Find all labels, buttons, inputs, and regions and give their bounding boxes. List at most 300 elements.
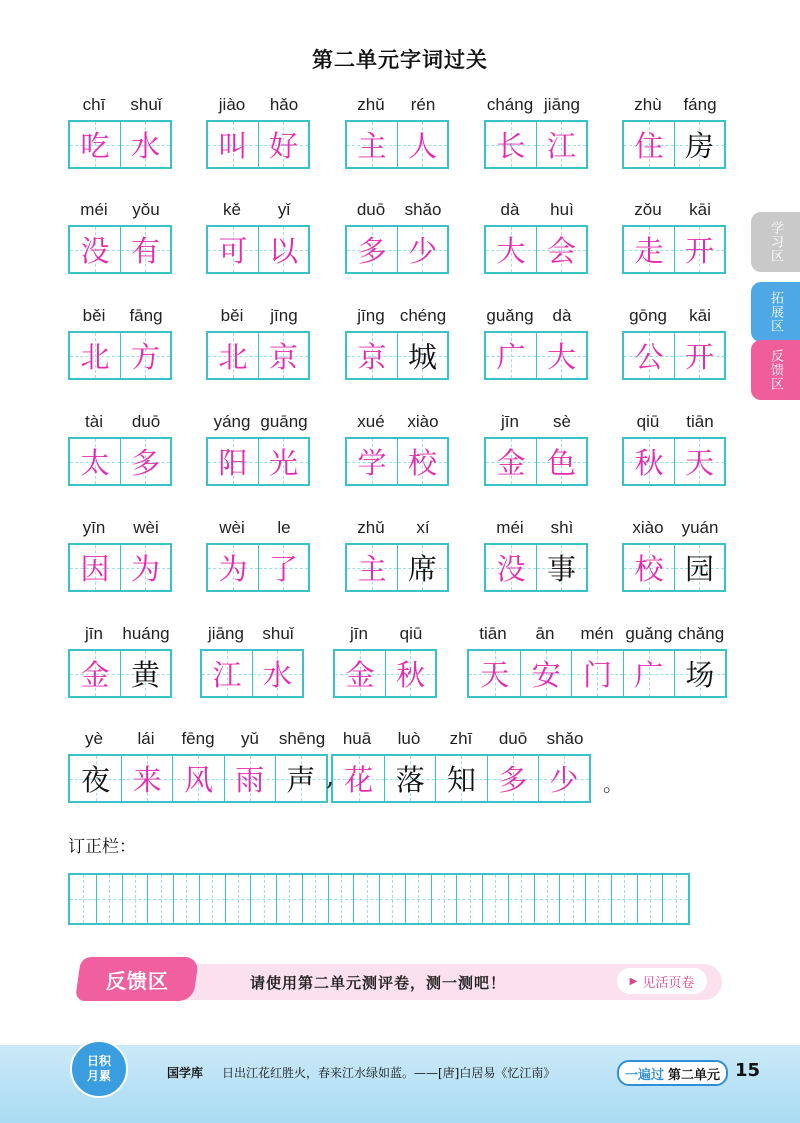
hanzi-character: 为: [218, 552, 248, 586]
hanzi-character: 没: [80, 234, 110, 268]
pinyin-label: jiào: [218, 95, 246, 114]
pinyin-label: guāng: [260, 412, 308, 431]
correction-cell[interactable]: [328, 875, 354, 923]
tianzige-box: [345, 120, 449, 169]
tianzige-cell: [208, 122, 258, 167]
tianzige-box: [345, 225, 449, 274]
hanzi-character: 花: [344, 763, 374, 797]
hanzi-character: 门: [582, 658, 612, 692]
tianzige-cell: [674, 122, 724, 167]
correction-cell[interactable]: [482, 875, 508, 923]
pinyin-label: duō: [498, 729, 528, 748]
hanzi-character: 开: [684, 340, 714, 374]
hanzi-character: 了: [268, 552, 298, 586]
tianzige-cell: [624, 333, 674, 378]
hanzi-character: 北: [218, 340, 248, 374]
feedback-link-button[interactable]: [617, 968, 707, 994]
tianzige-cell: [397, 545, 447, 590]
hanzi-character: 金: [496, 446, 526, 480]
tianzige-box: [622, 120, 726, 169]
pinyin-label: zhī: [449, 729, 473, 748]
hanzi-character: 落: [395, 763, 425, 797]
word-group: [622, 518, 726, 594]
hanzi-character: 事: [546, 552, 576, 586]
hanzi-character: 知: [446, 763, 476, 797]
pinyin-label: kě: [223, 200, 241, 219]
tianzige-cell: [486, 227, 536, 272]
tianzige-box: [68, 225, 172, 274]
hanzi-character: 太: [80, 446, 110, 480]
correction-cell[interactable]: [147, 875, 173, 923]
pinyin-label: lái: [137, 729, 155, 748]
pinyin-label: xiào: [407, 412, 439, 431]
play-triangle-icon: ▶: [629, 975, 638, 987]
pinyin-label: yuán: [681, 518, 719, 537]
pinyin-label: shēng: [278, 729, 326, 748]
hanzi-character: 夜: [81, 763, 111, 797]
hanzi-character: 秋: [634, 446, 664, 480]
tianzige-cell: [674, 333, 724, 378]
correction-cell[interactable]: [70, 875, 96, 923]
tianzige-cell: [208, 439, 258, 484]
tianzige-cell: [384, 756, 435, 801]
hanzi-character: 有: [130, 234, 160, 268]
hanzi-character: 城: [407, 340, 437, 374]
tianzige-cell: [385, 651, 435, 696]
word-group: [622, 306, 726, 382]
footer-brand-name: 一遍过: [625, 1067, 665, 1083]
pinyin-label: jīn: [501, 412, 519, 431]
tianzige-cell: [536, 439, 586, 484]
footer-brand: [617, 1060, 728, 1086]
hanzi-character: 住: [634, 129, 664, 163]
word-group: [345, 200, 449, 276]
tianzige-cell: [70, 227, 120, 272]
footer-logo: [70, 1040, 128, 1098]
hanzi-character: 因: [80, 552, 110, 586]
hanzi-character: 校: [634, 552, 664, 586]
feedback-link-label: 见活页卷: [642, 975, 695, 991]
tianzige-cell: [347, 333, 397, 378]
hanzi-character: 园: [684, 552, 714, 586]
correction-cell[interactable]: [173, 875, 199, 923]
word-group: [345, 518, 449, 594]
tianzige-cell: [258, 439, 308, 484]
tianzige-cell: [224, 756, 275, 801]
pinyin-label: shì: [550, 518, 574, 537]
pinyin-label: zhǔ: [357, 95, 385, 114]
correction-grid[interactable]: [68, 873, 690, 925]
pinyin-label: luò: [397, 729, 421, 748]
tianzige-box: [333, 649, 437, 698]
tianzige-cell: [347, 545, 397, 590]
pinyin-label: dà: [552, 306, 572, 325]
hanzi-character: 会: [546, 234, 576, 268]
feedback-badge-label: 反馈区: [105, 968, 169, 993]
tianzige-cell: [624, 122, 674, 167]
tianzige-cell: [674, 651, 725, 696]
tianzige-cell: [536, 333, 586, 378]
footer-quote: 日出江花红胜火，春来江水绿如蓝。——[唐]白居易《忆江南》: [222, 1066, 556, 1080]
word-group: [68, 729, 328, 805]
word-group: [206, 412, 310, 488]
tianzige-box: [484, 543, 588, 592]
tianzige-cell: [674, 439, 724, 484]
tianzige-cell: [70, 439, 120, 484]
correction-cell[interactable]: [225, 875, 251, 923]
correction-cell[interactable]: [508, 875, 534, 923]
pinyin-label: guǎng: [486, 306, 534, 325]
tianzige-cell: [571, 651, 622, 696]
hanzi-character: 天: [684, 446, 714, 480]
feedback-text: 请使用第二单元测评卷，测一测吧！: [250, 974, 507, 992]
pinyin-label: yǔ: [241, 729, 259, 748]
pinyin-label: méi: [496, 518, 524, 537]
word-group: [68, 518, 172, 594]
tianzige-cell: [624, 439, 674, 484]
tianzige-cell: [674, 545, 724, 590]
hanzi-character: 主: [357, 129, 387, 163]
comma-mark: ,: [326, 762, 335, 792]
tianzige-cell: [275, 756, 326, 801]
hanzi-character: 可: [218, 234, 248, 268]
word-group: [68, 624, 172, 700]
tianzige-cell: [120, 333, 170, 378]
tianzige-cell: [624, 227, 674, 272]
hanzi-character: 多: [498, 763, 528, 797]
pinyin-label: kāi: [689, 200, 711, 219]
pinyin-label: sè: [553, 412, 571, 431]
pinyin-label: guǎng: [625, 624, 673, 643]
hanzi-character: 多: [130, 446, 160, 480]
word-group: [622, 412, 726, 488]
pinyin-label: xiào: [632, 518, 664, 537]
hanzi-character: 雨: [235, 763, 265, 797]
word-group: [206, 95, 310, 171]
tianzige-cell: [120, 545, 170, 590]
tianzige-cell: [623, 651, 674, 696]
tianzige-cell: [536, 545, 586, 590]
tianzige-box: [484, 437, 588, 486]
tianzige-box: [331, 754, 591, 803]
tianzige-cell: [333, 756, 384, 801]
pinyin-label: yè: [85, 729, 103, 748]
tianzige-cell: [674, 227, 724, 272]
tianzige-cell: [520, 651, 571, 696]
tianzige-cell: [347, 227, 397, 272]
word-group: [331, 729, 591, 805]
tianzige-cell: [397, 333, 447, 378]
hanzi-character: 水: [130, 129, 160, 163]
tianzige-cell: [538, 756, 589, 801]
tianzige-box: [484, 331, 588, 380]
tianzige-box: [622, 331, 726, 380]
pinyin-label: jiāng: [208, 624, 244, 643]
pinyin-label: zǒu: [634, 200, 662, 219]
pinyin-label: xué: [357, 412, 385, 431]
tianzige-cell: [172, 756, 223, 801]
hanzi-character: 金: [345, 658, 375, 692]
tianzige-box: [68, 649, 172, 698]
hanzi-character: 公: [634, 340, 664, 374]
hanzi-character: 黄: [130, 658, 160, 692]
hanzi-character: 房: [684, 129, 714, 163]
hanzi-character: 为: [130, 552, 160, 586]
tianzige-cell: [347, 122, 397, 167]
hanzi-character: 声: [286, 763, 316, 797]
hanzi-character: 秋: [395, 658, 425, 692]
pinyin-label: jiāng: [544, 95, 580, 114]
word-group: [68, 306, 172, 382]
tianzige-cell: [397, 227, 447, 272]
tianzige-cell: [120, 651, 170, 696]
tianzige-box: [206, 120, 310, 169]
pinyin-label: chéng: [399, 306, 447, 325]
pinyin-label: jīng: [270, 306, 298, 325]
tianzige-cell: [208, 227, 258, 272]
tianzige-cell: [120, 439, 170, 484]
pinyin-label: jīn: [85, 624, 103, 643]
tianzige-cell: [120, 227, 170, 272]
tianzige-cell: [258, 122, 308, 167]
pinyin-label: zhù: [634, 95, 662, 114]
pinyin-label: běi: [82, 306, 106, 325]
hanzi-character: 长: [496, 129, 526, 163]
correction-cell[interactable]: [302, 875, 328, 923]
footer-brand-unit: 第二单元: [668, 1067, 721, 1083]
word-group: [484, 306, 588, 382]
pinyin-label: dà: [500, 200, 520, 219]
hanzi-character: 风: [183, 763, 213, 797]
tianzige-cell: [252, 651, 302, 696]
hanzi-character: 方: [130, 340, 160, 374]
tianzige-box: [68, 437, 172, 486]
tianzige-box: [467, 649, 727, 698]
hanzi-character: 多: [357, 234, 387, 268]
side-tab[interactable]: [751, 212, 800, 272]
hanzi-character: 学: [357, 446, 387, 480]
word-group: [345, 412, 449, 488]
word-group: [206, 518, 310, 594]
feedback-badge: [75, 957, 199, 1001]
page-number: 15: [735, 1060, 761, 1081]
correction-cell[interactable]: [199, 875, 225, 923]
word-group: [206, 200, 310, 276]
word-group: [333, 624, 437, 700]
pinyin-label: yǒu: [132, 200, 160, 219]
pinyin-label: yǐ: [277, 200, 291, 219]
pinyin-label: hǎo: [269, 95, 299, 114]
hanzi-character: 北: [80, 340, 110, 374]
tianzige-box: [200, 649, 304, 698]
pinyin-label: yáng: [213, 412, 251, 431]
tianzige-cell: [208, 545, 258, 590]
hanzi-character: 水: [262, 658, 292, 692]
tianzige-box: [622, 225, 726, 274]
tianzige-box: [206, 437, 310, 486]
correction-cell[interactable]: [456, 875, 482, 923]
word-group: [484, 518, 588, 594]
word-group: [68, 412, 172, 488]
pinyin-label: fēng: [181, 729, 215, 748]
hanzi-character: 京: [357, 340, 387, 374]
pinyin-label: kāi: [689, 306, 711, 325]
hanzi-character: 场: [685, 658, 715, 692]
side-tab[interactable]: [751, 282, 800, 342]
correction-cell[interactable]: [353, 875, 379, 923]
word-group: [622, 95, 726, 171]
hanzi-character: 江: [212, 658, 242, 692]
hanzi-character: 色: [546, 446, 576, 480]
correction-cell[interactable]: [611, 875, 637, 923]
hanzi-character: 走: [634, 234, 664, 268]
tianzige-cell: [258, 333, 308, 378]
hanzi-character: 金: [80, 658, 110, 692]
hanzi-character: 大: [546, 340, 576, 374]
hanzi-character: 安: [531, 658, 561, 692]
hanzi-character: 好: [268, 129, 298, 163]
tianzige-box: [345, 437, 449, 486]
tianzige-cell: [70, 756, 121, 801]
hanzi-character: 没: [496, 552, 526, 586]
tianzige-cell: [347, 439, 397, 484]
pinyin-label: qiū: [636, 412, 660, 431]
hanzi-character: 以: [268, 234, 298, 268]
hanzi-character: 少: [407, 234, 437, 268]
correction-cell[interactable]: [379, 875, 405, 923]
pinyin-label: fáng: [683, 95, 717, 114]
tianzige-cell: [335, 651, 385, 696]
correction-cell[interactable]: [534, 875, 560, 923]
pinyin-label: méi: [80, 200, 108, 219]
pinyin-label: zhǔ: [357, 518, 385, 537]
pinyin-label: ān: [535, 624, 555, 643]
correction-cell[interactable]: [637, 875, 663, 923]
tianzige-box: [68, 331, 172, 380]
tianzige-cell: [536, 122, 586, 167]
tianzige-cell: [536, 227, 586, 272]
tianzige-box: [68, 754, 328, 803]
hanzi-character: 校: [407, 446, 437, 480]
pinyin-label: le: [277, 518, 291, 537]
hanzi-character: 来: [132, 763, 162, 797]
word-group: [68, 200, 172, 276]
tianzige-cell: [397, 122, 447, 167]
pinyin-label: cháng: [486, 95, 534, 114]
tianzige-cell: [202, 651, 252, 696]
tianzige-box: [68, 543, 172, 592]
tianzige-cell: [70, 545, 120, 590]
page-title: 第二单元字词过关: [312, 48, 488, 72]
tianzige-cell: [258, 227, 308, 272]
hanzi-character: 广: [496, 340, 526, 374]
word-group: [484, 95, 588, 171]
word-group: [345, 306, 449, 382]
tianzige-cell: [120, 122, 170, 167]
word-group: [467, 624, 727, 700]
pinyin-label: gōng: [629, 306, 667, 325]
hanzi-character: 席: [407, 552, 437, 586]
hanzi-character: 开: [684, 234, 714, 268]
tianzige-box: [206, 331, 310, 380]
tianzige-cell: [487, 756, 538, 801]
pinyin-label: shǎo: [404, 200, 442, 219]
tianzige-cell: [70, 333, 120, 378]
correction-cell[interactable]: [276, 875, 302, 923]
pinyin-label: huā: [342, 729, 372, 748]
correction-cell[interactable]: [431, 875, 457, 923]
correction-cell[interactable]: [559, 875, 585, 923]
tianzige-box: [345, 543, 449, 592]
pinyin-label: mén: [580, 624, 614, 643]
tianzige-cell: [469, 651, 520, 696]
hanzi-character: 天: [480, 658, 510, 692]
footer-label: 国学库: [167, 1066, 204, 1080]
correction-cell[interactable]: [662, 875, 688, 923]
tianzige-cell: [486, 545, 536, 590]
side-tab-label: 反馈区: [768, 349, 783, 391]
pinyin-label: huì: [550, 200, 574, 219]
tianzige-box: [484, 120, 588, 169]
word-group: [200, 624, 304, 700]
side-tab-label: 学习区: [768, 221, 783, 263]
side-tab[interactable]: [751, 340, 800, 400]
pinyin-label: fāng: [129, 306, 163, 325]
footer-logo-label: 日积月累: [86, 1054, 111, 1083]
period-mark: 。: [603, 772, 623, 796]
tianzige-cell: [486, 333, 536, 378]
pinyin-label: tiān: [686, 412, 714, 431]
word-group: [206, 306, 310, 382]
hanzi-character: 广: [634, 658, 664, 692]
correction-cell[interactable]: [96, 875, 122, 923]
pinyin-label: yīn: [82, 518, 106, 537]
correction-cell[interactable]: [122, 875, 148, 923]
word-group: [622, 200, 726, 276]
word-group: [68, 95, 172, 171]
pinyin-label: jīn: [350, 624, 368, 643]
pinyin-label: shuǐ: [130, 95, 162, 114]
word-group: [484, 412, 588, 488]
hanzi-character: 主: [357, 552, 387, 586]
pinyin-label: duō: [356, 200, 386, 219]
tianzige-cell: [486, 122, 536, 167]
hanzi-character: 吃: [80, 129, 110, 163]
pinyin-label: tài: [85, 412, 103, 431]
pinyin-label: chī: [82, 95, 106, 114]
pinyin-label: duō: [131, 412, 161, 431]
pinyin-label: xí: [416, 518, 430, 537]
correction-cell[interactable]: [585, 875, 611, 923]
tianzige-box: [206, 225, 310, 274]
pinyin-label: wèi: [219, 518, 245, 537]
tianzige-cell: [121, 756, 172, 801]
tianzige-cell: [397, 439, 447, 484]
hanzi-character: 阳: [218, 446, 248, 480]
tianzige-box: [345, 331, 449, 380]
tianzige-box: [484, 225, 588, 274]
pinyin-label: chǎng: [677, 624, 725, 643]
tianzige-cell: [624, 545, 674, 590]
pinyin-label: shuǐ: [262, 624, 294, 643]
tianzige-box: [206, 543, 310, 592]
tianzige-cell: [208, 333, 258, 378]
correction-cell[interactable]: [405, 875, 431, 923]
side-tab-label: 拓展区: [768, 291, 783, 333]
word-group: [484, 200, 588, 276]
pinyin-label: běi: [220, 306, 244, 325]
correction-cell[interactable]: [250, 875, 276, 923]
